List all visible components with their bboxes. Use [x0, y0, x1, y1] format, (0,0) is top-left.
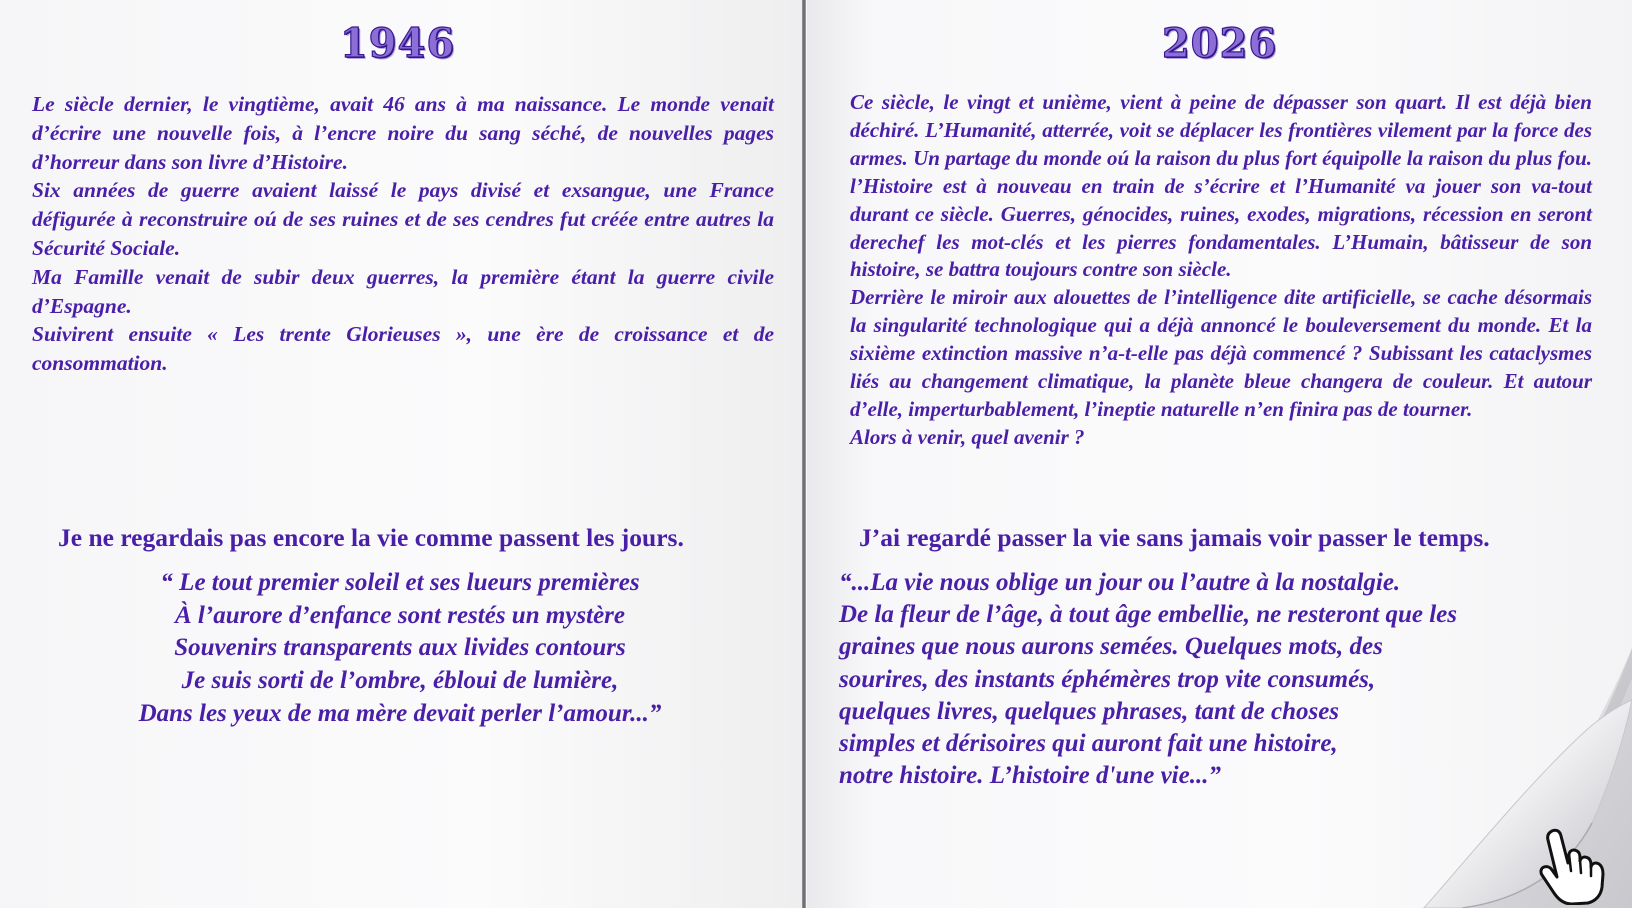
right-poem-line-4: sourires, des instants éphémères trop vite consumés,: [839, 665, 1376, 693]
book-spine: [802, 0, 806, 908]
right-poem-line-3: graines que nous aurons semées. Quelques mots, des: [839, 633, 1383, 661]
left-poem-line-4: Je suis sorti de l’ombre, ébloui de lumière,: [181, 667, 619, 695]
right-poem-line-6: simples et dérisoires qui auront fait une histoire,: [839, 730, 1338, 758]
left-poem-line-2: À l’aurore d’enfance sont restés un mystère: [175, 601, 625, 629]
right-page-motto: J’ai regardé passer la vie sans jamais voir passer le temps.: [859, 523, 1490, 552]
right-paragraph-3: Alors à venir, quel avenir ?: [850, 424, 1085, 449]
left-page-year-title: 1946: [339, 20, 456, 67]
left-poem-line-5: Dans les yeux de ma mère devait perler l’amour...”: [138, 699, 662, 727]
left-paragraph-2: Six années de guerre avaient laissé le pays divisé et exsangue, une France défigurée à reconstruire oú de ses ruines et de ses cendres fut créée entre autres la Sécurité Sociale.: [32, 178, 774, 260]
left-poem-line-1: “ Le tout premier soleil et ses lueurs premières: [160, 569, 640, 596]
right-paragraph-1: Ce siècle, le vingt et unième, vient à peine de dépasser son quart. Il est déjà bien déchiré. L’Humanité, atterrée, voit se déplacer les frontières vilement par la force des armes. Un partage du monde oú la raison du plus fort équipolle la raison du plus fou. l’Histoire est à nouveau en train de s’écrire et l’Humanité va jouer son va-tout durant ce siècle. Guerres, génocides, ruines, exodes, migrations, récession en seront derechef les mot-clés et les pierres fondamentales. L’Humain, bâtisseur de son histoire, se battra toujours contre son siècle.: [850, 90, 1592, 282]
right-poem-line-2: De la fleur de l’âge, à tout âge embellie, ne resteront que les: [839, 601, 1457, 629]
right-poem-line-1: “...La vie nous oblige un jour ou l’autre à la nostalgie.: [839, 569, 1401, 596]
left-paragraph-3: Ma Famille venait de subir deux guerres, la première étant la guerre civile d’Espagne.: [32, 264, 774, 318]
right-poem-line-5: quelques livres, quelques phrases, tant de choses: [839, 697, 1340, 725]
left-page-poem: [60, 567, 740, 731]
left-page-motto: Je ne regardais pas encore la vie comme passent les jours.: [58, 523, 684, 552]
right-paragraph-2: Derrière le miroir aux alouettes de l’intelligence dite artificielle, se cache désormais la singularité technologique qui a déjà annoncé le bouleversement du monde. Et la sixième extinction massive n’a-t-elle pas déjà commencé ? Subissant les cataclysmes liés au changement climatique, la planète bleue changera de couleur. Et autour d’elle, imperturbablement, l’ineptie naturelle n’en finira pas de tourner.: [850, 285, 1592, 421]
right-page-text: [850, 89, 1592, 452]
left-paragraph-1: Le siècle dernier, le vingtième, avait 46 ans à ma naissance. Le monde venait d’écrire une nouvelle fois, à l’encre noire du sang séché, de nouvelles pages d’horreur dans son livre d’Histoire.: [32, 92, 774, 174]
left-paragraph-4: Suivirent ensuite « Les trente Glorieuses », une ère de croissance et de consommation.: [32, 322, 774, 376]
hand-pointer-icon: [1538, 827, 1614, 905]
right-poem-line-7: notre histoire. L’histoire d'une vie...”: [839, 762, 1221, 790]
left-poem-line-3: Souvenirs transparents aux livides contours: [174, 634, 626, 662]
right-page-year-title: 2026: [1161, 20, 1278, 67]
left-page: [0, 0, 805, 908]
left-page-text: [32, 90, 774, 378]
